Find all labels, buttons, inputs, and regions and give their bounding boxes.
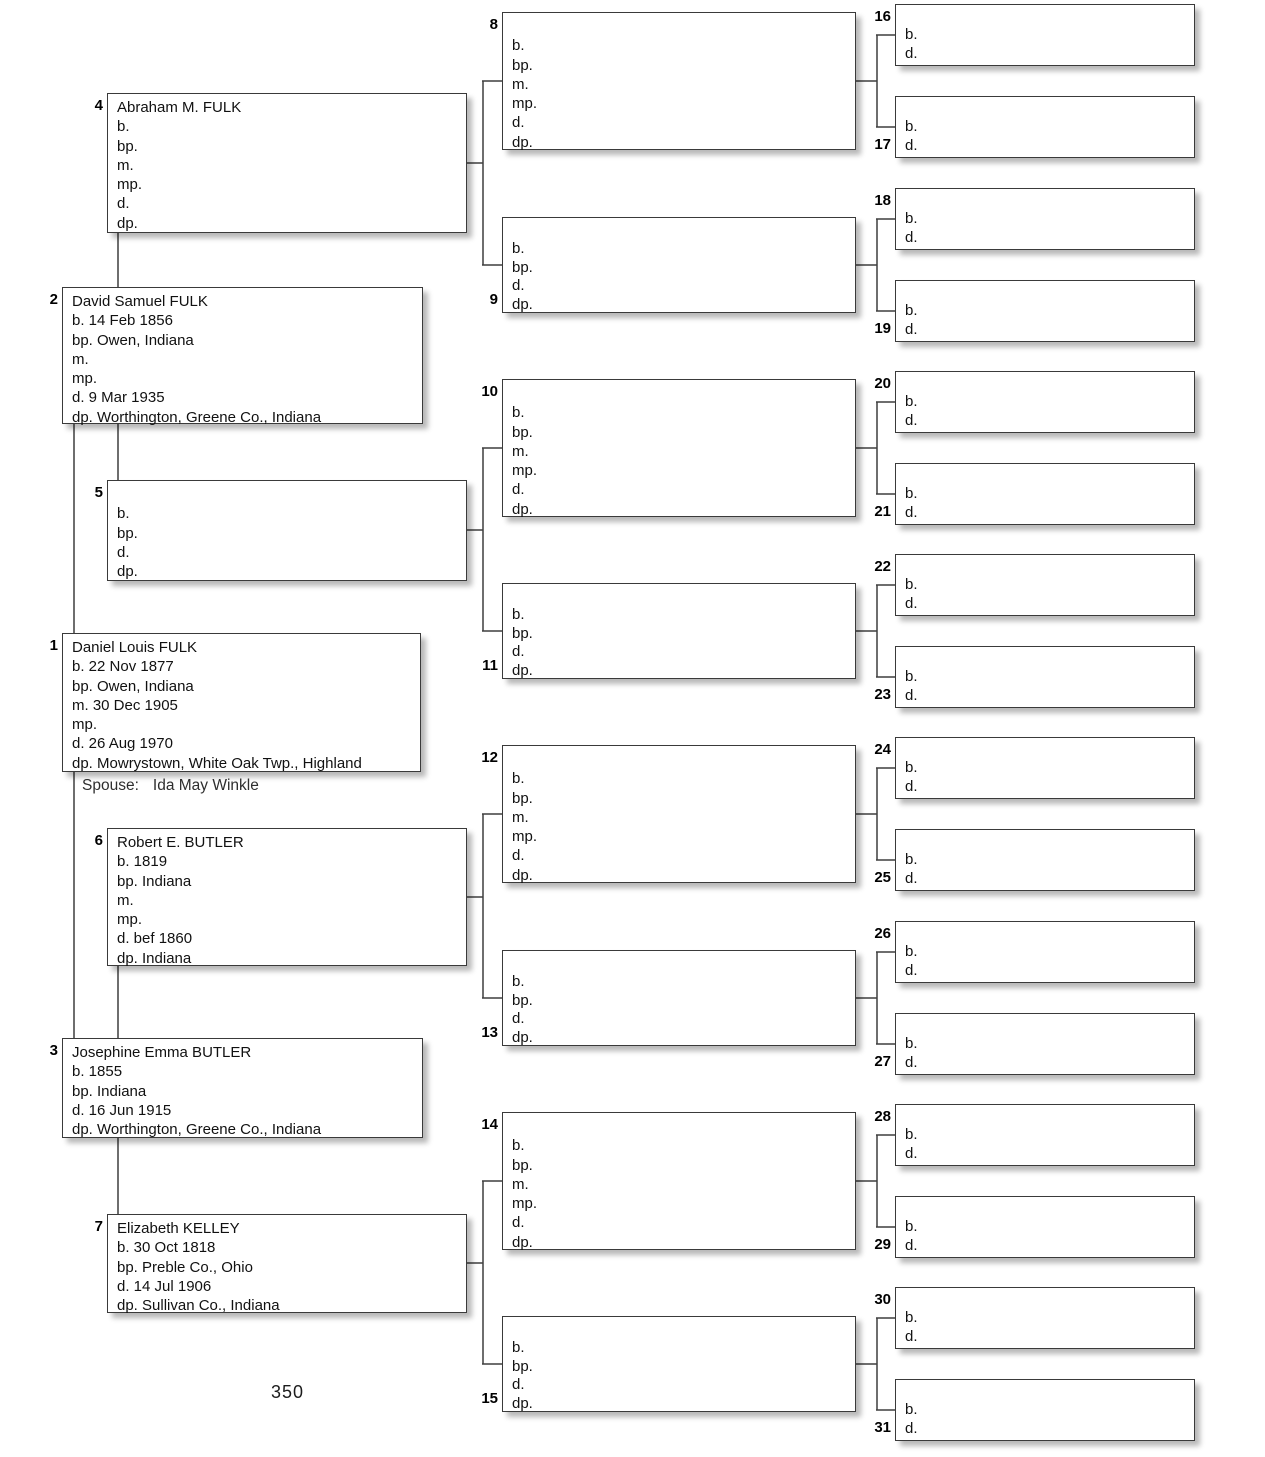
person-13-birthplace: bp. xyxy=(512,991,533,1009)
person-7-name: Elizabeth KELLEY xyxy=(117,1220,240,1237)
person-2-birth: b. 14 Feb 1856 xyxy=(72,312,173,330)
person-1-number: 1 xyxy=(49,637,58,654)
person-20-number: 20 xyxy=(874,375,891,392)
person-14-death: d. xyxy=(512,1214,525,1232)
person-4-death: d. xyxy=(117,195,130,213)
person-25-birth: b. xyxy=(905,851,918,868)
person-12-birth: b. xyxy=(512,770,525,788)
person-7-birth: b. 30 Oct 1818 xyxy=(117,1239,216,1257)
person-3-number: 3 xyxy=(49,1042,58,1059)
person-1-birthplace: bp. Owen, Indiana xyxy=(72,677,194,695)
person-14-number: 14 xyxy=(481,1116,498,1133)
person-28-death: d. xyxy=(905,1145,918,1163)
person-2-name: David Samuel FULK xyxy=(72,293,208,310)
pedigree-box-19 xyxy=(874,280,1195,342)
person-23-number: 23 xyxy=(874,686,891,703)
person-28-number: 28 xyxy=(874,1108,891,1125)
person-4-birthplace: bp. xyxy=(117,137,138,155)
person-12-number: 12 xyxy=(481,749,498,766)
person-9-birthplace: bp. xyxy=(512,258,533,276)
person-12-birthplace: bp. xyxy=(512,789,533,807)
person-3-deathplace: dp. Worthington, Greene Co., Indiana xyxy=(72,1121,322,1139)
person-2-number: 2 xyxy=(49,291,58,308)
connector-greatgrandparent-brackets xyxy=(854,35,896,1410)
person-31-birth: b. xyxy=(905,1401,918,1418)
spouse-name: Ida May Winkle xyxy=(152,777,259,794)
pedigree-box-15 xyxy=(481,1316,856,1412)
person-26-number: 26 xyxy=(874,925,891,942)
person-13-name xyxy=(512,955,847,973)
person-8-death: d. xyxy=(512,114,525,132)
person-11-birth: b. xyxy=(512,606,525,624)
person-12-marriageplace: mp. xyxy=(512,828,538,846)
person-1-marriage: m. 30 Dec 1905 xyxy=(72,696,178,714)
person-21-death: d. xyxy=(905,504,918,522)
pedigree-box-25 xyxy=(874,829,1195,891)
pedigree-box-2 xyxy=(49,287,423,426)
person-24-birth: b. xyxy=(905,759,918,776)
person-8-birth: b. xyxy=(512,37,525,55)
pedigree-box-30 xyxy=(874,1287,1195,1349)
person-24-death: d. xyxy=(905,778,918,796)
person-13-number: 13 xyxy=(481,1024,498,1041)
person-14-marriage: m. xyxy=(512,1175,529,1193)
person-8-number: 8 xyxy=(489,16,498,33)
person-4-number: 4 xyxy=(94,97,103,114)
person-6-number: 6 xyxy=(94,832,103,849)
person-4-marriage: m. xyxy=(117,156,134,174)
pedigree-box-13 xyxy=(481,950,856,1046)
pedigree-box-7 xyxy=(94,1214,467,1315)
person-26-birth: b. xyxy=(905,943,918,960)
person-31-number: 31 xyxy=(874,1419,891,1436)
person-19-death: d. xyxy=(905,321,918,339)
person-27-number: 27 xyxy=(874,1053,891,1070)
person-8-name xyxy=(512,17,847,36)
person-9-death: d. xyxy=(512,277,525,295)
person-11-death: d. xyxy=(512,643,525,661)
person-2-death: d. 9 Mar 1935 xyxy=(72,389,165,407)
pedigree-box-26 xyxy=(874,921,1195,983)
person-15-birth: b. xyxy=(512,1339,525,1357)
person-1-marriageplace: mp. xyxy=(72,716,98,734)
pedigree-box-16 xyxy=(874,4,1195,66)
pedigree-box-21 xyxy=(874,463,1195,525)
person-18-number: 18 xyxy=(874,192,891,209)
person-19-birth: b. xyxy=(905,302,918,319)
person-1-name: Daniel Louis FULK xyxy=(72,639,198,656)
person-5-birthplace: bp. xyxy=(117,524,138,542)
person-13-deathplace: dp. xyxy=(512,1028,533,1046)
connector-grandparent-brackets xyxy=(466,81,503,1364)
spouse-line xyxy=(82,777,259,795)
person-19-number: 19 xyxy=(874,320,891,337)
pedigree-box-3 xyxy=(49,1038,423,1139)
person-27-death: d. xyxy=(905,1054,918,1072)
person-22-death: d. xyxy=(905,595,918,613)
person-16-birth: b. xyxy=(905,26,918,43)
person-15-name xyxy=(512,1321,847,1339)
person-14-name xyxy=(512,1117,847,1136)
person-8-marriageplace: mp. xyxy=(512,95,538,113)
person-15-number: 15 xyxy=(481,1390,498,1407)
person-1-deathplace: dp. Mowrystown, White Oak Twp., Highland xyxy=(72,754,362,772)
person-29-number: 29 xyxy=(874,1236,891,1253)
person-5-death: d. xyxy=(117,543,130,561)
person-4-marriageplace: mp. xyxy=(117,176,143,194)
pedigree-box-29 xyxy=(874,1196,1195,1258)
pedigree-box-14 xyxy=(481,1112,856,1251)
person-14-marriageplace: mp. xyxy=(512,1195,538,1213)
pedigree-box-27 xyxy=(874,1013,1195,1075)
person-12-death: d. xyxy=(512,847,525,865)
person-4-deathplace: dp. xyxy=(117,214,138,232)
person-29-birth: b. xyxy=(905,1218,918,1235)
person-11-number: 11 xyxy=(482,657,498,674)
person-25-death: d. xyxy=(905,870,918,888)
person-10-number: 10 xyxy=(481,383,498,400)
pedigree-box-5 xyxy=(94,480,467,581)
person-2-marriageplace: mp. xyxy=(72,370,98,388)
pedigree-box-23 xyxy=(874,646,1195,708)
person-8-marriage: m. xyxy=(512,75,529,93)
person-5-number: 5 xyxy=(94,484,103,501)
pedigree-box-8 xyxy=(489,12,856,151)
person-31-death: d. xyxy=(905,1420,918,1438)
person-3-death: d. 16 Jun 1915 xyxy=(72,1101,172,1119)
person-27-birth: b. xyxy=(905,1035,918,1052)
person-16-death: d. xyxy=(905,45,918,63)
person-5-deathplace: dp. xyxy=(117,563,138,581)
person-14-deathplace: dp. xyxy=(512,1233,533,1251)
person-10-deathplace: dp. xyxy=(512,500,533,518)
person-18-death: d. xyxy=(905,229,918,247)
person-9-name xyxy=(512,222,847,240)
person-6-birthplace: bp. Indiana xyxy=(117,872,192,890)
person-15-death: d. xyxy=(512,1376,525,1394)
person-6-marriageplace: mp. xyxy=(117,911,143,929)
person-3-name: Josephine Emma BUTLER xyxy=(72,1044,252,1061)
pedigree-box-1 xyxy=(49,633,421,772)
pedigree-box-11 xyxy=(482,583,856,679)
person-10-birth: b. xyxy=(512,404,525,422)
person-30-death: d. xyxy=(905,1328,918,1346)
person-17-death: d. xyxy=(905,137,918,155)
person-5-name xyxy=(117,485,458,504)
page-number: 350 xyxy=(271,1382,305,1402)
person-6-name: Robert E. BUTLER xyxy=(117,834,244,851)
person-30-birth: b. xyxy=(905,1309,918,1326)
person-10-name xyxy=(512,384,847,403)
person-28-birth: b. xyxy=(905,1126,918,1143)
person-2-deathplace: dp. Worthington, Greene Co., Indiana xyxy=(72,408,322,426)
person-4-name: Abraham M. FULK xyxy=(117,99,242,116)
person-20-death: d. xyxy=(905,412,918,430)
person-7-death: d. 14 Jul 1906 xyxy=(117,1277,212,1295)
person-13-birth: b. xyxy=(512,973,525,991)
person-15-deathplace: dp. xyxy=(512,1394,533,1412)
person-18-birth: b. xyxy=(905,210,918,227)
pedigree-box-28 xyxy=(874,1104,1195,1166)
person-13-death: d. xyxy=(512,1010,525,1028)
person-6-deathplace: dp. Indiana xyxy=(117,949,192,967)
person-30-number: 30 xyxy=(874,1291,891,1308)
person-17-number: 17 xyxy=(874,136,891,153)
person-26-death: d. xyxy=(905,962,918,980)
person-3-birth: b. 1855 xyxy=(72,1063,123,1081)
person-20-birth: b. xyxy=(905,393,918,410)
person-14-birth: b. xyxy=(512,1137,525,1155)
person-6-death: d. bef 1860 xyxy=(117,930,193,948)
person-23-birth: b. xyxy=(905,668,918,685)
person-10-marriageplace: mp. xyxy=(512,462,538,480)
person-25-number: 25 xyxy=(874,869,891,886)
person-1-birth: b. 22 Nov 1877 xyxy=(72,658,174,676)
pedigree-box-4 xyxy=(94,93,467,233)
pedigree-box-22 xyxy=(874,554,1195,616)
pedigree-box-17 xyxy=(874,96,1195,158)
person-12-deathplace: dp. xyxy=(512,866,533,884)
pedigree-box-31 xyxy=(874,1379,1195,1441)
person-12-name xyxy=(512,750,847,769)
person-6-marriage: m. xyxy=(117,891,134,909)
person-7-number: 7 xyxy=(94,1218,103,1235)
person-2-birthplace: bp. Owen, Indiana xyxy=(72,331,194,349)
person-9-deathplace: dp. xyxy=(512,295,533,313)
person-10-marriage: m. xyxy=(512,442,529,460)
pedigree-box-20 xyxy=(874,371,1195,433)
person-2-marriage: m. xyxy=(72,350,89,368)
pedigree-box-10 xyxy=(481,379,856,518)
person-21-number: 21 xyxy=(874,503,891,520)
person-7-deathplace: dp. Sullivan Co., Indiana xyxy=(117,1297,280,1315)
person-8-birthplace: bp. xyxy=(512,56,533,74)
person-14-birthplace: bp. xyxy=(512,1156,533,1174)
person-29-death: d. xyxy=(905,1237,918,1255)
person-24-number: 24 xyxy=(874,741,891,758)
person-8-deathplace: dp. xyxy=(512,133,533,151)
person-23-death: d. xyxy=(905,687,918,705)
person-7-birthplace: bp. Preble Co., Ohio xyxy=(117,1258,253,1276)
pedigree-box-24 xyxy=(874,737,1195,799)
person-17-birth: b. xyxy=(905,118,918,135)
pedigree-box-9 xyxy=(489,217,856,313)
person-22-birth: b. xyxy=(905,576,918,593)
person-11-name xyxy=(512,588,847,606)
person-11-deathplace: dp. xyxy=(512,661,533,679)
person-9-number: 9 xyxy=(489,291,498,308)
person-3-birthplace: bp. Indiana xyxy=(72,1082,147,1100)
person-10-death: d. xyxy=(512,481,525,499)
person-15-birthplace: bp. xyxy=(512,1357,533,1375)
person-12-marriage: m. xyxy=(512,808,529,826)
person-9-birth: b. xyxy=(512,240,525,258)
person-22-number: 22 xyxy=(874,558,891,575)
person-10-birthplace: bp. xyxy=(512,423,533,441)
person-21-birth: b. xyxy=(905,485,918,502)
person-6-birth: b. 1819 xyxy=(117,853,168,871)
person-5-birth: b. xyxy=(117,505,130,523)
person-16-number: 16 xyxy=(874,8,891,25)
pedigree-box-12 xyxy=(481,745,856,884)
person-4-birth: b. xyxy=(117,118,130,136)
pedigree-box-18 xyxy=(874,188,1195,250)
person-11-birthplace: bp. xyxy=(512,624,533,642)
person-1-death: d. 26 Aug 1970 xyxy=(72,735,173,753)
pedigree-box-6 xyxy=(94,828,467,967)
spouse-label: Spouse: xyxy=(82,777,139,794)
